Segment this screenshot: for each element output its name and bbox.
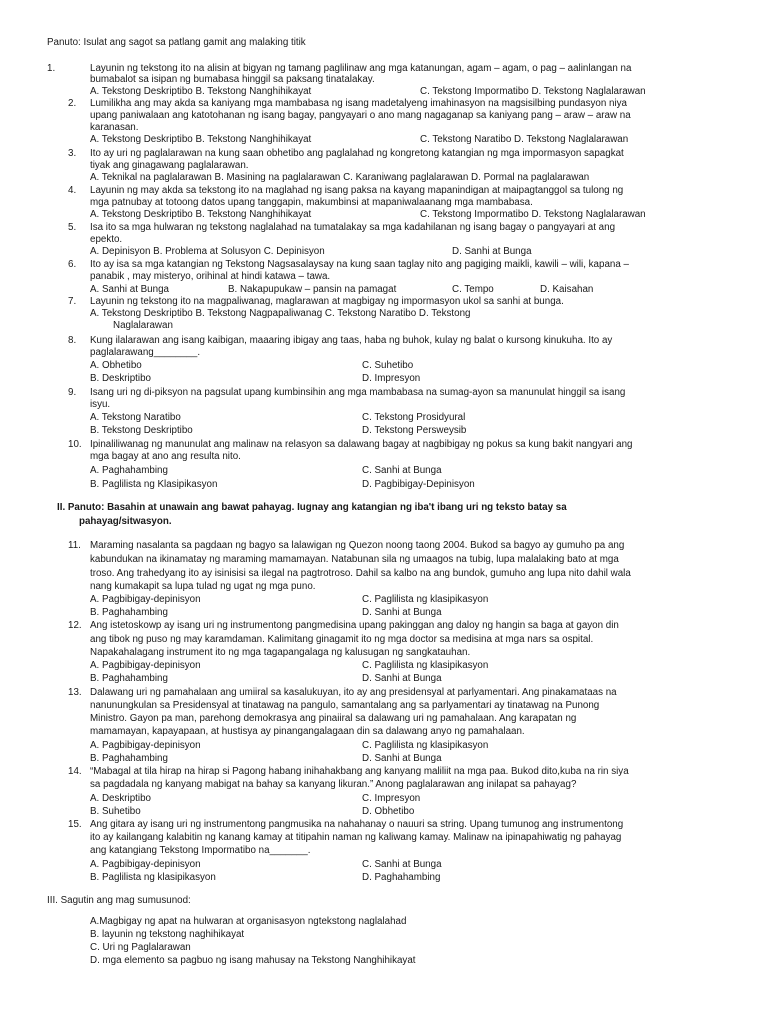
question-13-line-3: Ministro. Gayon pa man, parehong demokrasya ang pinaiiral sa dalawang uri ng pamahalaan. Ang karapatan ng (90, 713, 577, 724)
question-number-2: 2. (68, 98, 77, 109)
question-15-option-a: A. Pagbibigay-depinisyon (90, 859, 201, 870)
question-7-line-1: Layunin ng tekstong ito na magpaliwanag, maglarawan at magbigay ng impormasyon ukol sa sanhi at bunga. (90, 296, 564, 307)
question-12-option-a: A. Pagbibigay-depinisyon (90, 660, 201, 671)
question-3-line-2: tiyak ang ginagawang paglalarawan. (90, 160, 249, 171)
question-14-line-1: “Mabagal at tila hirap na hirap si Pagong habang inihahakbang ang kanyang maliliit na mga paa. Bukod dito,kuba na rin siya (90, 766, 629, 777)
question-2-options-ab: A. Tekstong Deskriptibo B. Tekstong Nanghihikayat (90, 134, 312, 145)
question-5-option-d: D. Sanhi at Bunga (452, 246, 532, 257)
question-6-option-a: A. Sanhi at Bunga (90, 284, 169, 295)
question-2-line-3: karanasan. (90, 122, 139, 133)
question-14-line-2: sa pagdadala ng kanyang mabigat na bahay sa kanyang likuran.” Anong paglalarawan ang inilapat sa pahayag? (90, 779, 577, 790)
part-3-heading: III. Sagutin ang mag sumusunod: (47, 895, 191, 906)
question-7-options-continued: Naglalarawan (113, 320, 173, 331)
part-2-heading-line-2: pahayag/sitwasyon. (79, 516, 172, 527)
question-number-4: 4. (68, 185, 77, 196)
question-2-options-cd: C. Tekstong Naratibo D. Tekstong Naglalarawan (420, 134, 629, 145)
question-11-option-c: C. Paglilista ng klasipikasyon (362, 594, 489, 605)
question-8-option-b: B. Deskriptibo (90, 373, 151, 384)
question-3-options: A. Teknikal na paglalarawan B. Masining na paglalarawan C. Karaniwang paglalarawan D. Pormal na paglalarawan (90, 172, 590, 183)
question-11-line-3: troso. Ang trahedyang ito ay isinisisi sa ilegal na pagtrotroso. Dahil sa kalbo na ang bundok, gumuho ang lupa nito dahil wala (90, 568, 631, 579)
question-5-options-abc: A. Depinisyon B. Problema at Solusyon C. Depinisyon (90, 246, 325, 257)
question-10-option-c: C. Sanhi at Bunga (362, 465, 442, 476)
question-11-line-1: Maraming nasalanta sa pagdaan ng bagyo sa lalawigan ng Quezon noong taong 2004. Bukod sa bagyo ay gumuho pa ang (90, 540, 625, 551)
part-3-item-d: D. mga elemento sa pagbuo ng isang mahusay na Tekstong Nanghihikayat (90, 955, 416, 966)
part-3-item-c: C. Uri ng Paglalarawan (90, 942, 191, 953)
question-12-line-3: Napakahalagang instrument ito ng mga tagapangalaga ng kalusugan ng sangkatauhan. (90, 647, 471, 658)
question-3-line-1: Ito ay uri ng paglalarawan na kung saan obhetibo ang paglalahad ng kongretong katangian ng mga impormasyon sapagkat (90, 148, 624, 159)
question-12-line-1: Ang istetoskowp ay isang uri ng instrumentong pangmedisina upang pakinggan ang daloy ng hangin sa baga at gayon din (90, 620, 619, 631)
question-14-option-c: C. Impresyon (362, 793, 421, 804)
question-13-line-2: nanunungkulan sa Presidensyal at tinatawag na pangulo, samantalang ang sa parlyamentari ay tinatawag na Punong (90, 700, 600, 711)
instructions-heading: Panuto: Isulat ang sagot sa patlang gamit ang malaking titik (47, 37, 306, 48)
part-3-item-a: A.Magbigay ng apat na hulwaran at organisasyon ngtekstong naglalahad (90, 916, 407, 927)
question-6-line-1: Ito ay isa sa mga katangian ng Tekstong Nagsasalaysay na kung saan taglay nito ang pagiging maikli, kawili – wili, kapana – (90, 259, 629, 270)
question-number-1: 1. (47, 63, 56, 74)
question-15-option-d: D. Paghahambing (362, 872, 441, 883)
question-9-option-d: D. Tekstong Persweysib (362, 425, 467, 436)
question-6-option-c: C. Tempo (452, 284, 494, 295)
question-10-option-a: A. Paghahambing (90, 465, 168, 476)
question-13-option-c: C. Paglilista ng klasipikasyon (362, 740, 489, 751)
question-8-option-d: D. Impresyon (362, 373, 421, 384)
question-13-option-b: B. Paghahambing (90, 753, 168, 764)
question-1-line-1: Layunin ng tekstong ito na alisin at bigyan ng tamang paglilinaw ang mga katanungan, agam – agam, o pag – aalinlangan na (90, 63, 632, 74)
question-13-option-d: D. Sanhi at Bunga (362, 753, 442, 764)
question-13-line-1: Dalawang uri ng pamahalaan ang umiiral sa kasalukuyan, ito ay ang presidensyal at parlyamentari. Ang pinakamataas na (90, 687, 617, 698)
question-1-options-ab: A. Tekstong Deskriptibo B. Tekstong Nanghihikayat (90, 86, 312, 97)
question-8-option-c: C. Suhetibo (362, 360, 414, 371)
question-5-line-1: Isa ito sa mga hulwaran ng tekstong naglalahad na tumatalakay sa mga kadahilanan ng isang bagay o pangyayari at ang (90, 222, 616, 233)
question-2-line-1: Lumilikha ang may akda sa kaniyang mga mambabasa ng isang madetalyeng imahinasyon na magsisilbing pundasyon niya (90, 98, 627, 109)
question-number-5: 5. (68, 222, 77, 233)
question-6-line-2: panabik , may misteryo, orihinal at hindi katawa – tawa. (90, 271, 331, 282)
question-number-9: 9. (68, 387, 77, 398)
question-number-13: 13. (68, 687, 82, 698)
question-9-line-1: Isang uri ng di-piksyon na pagsulat upang kumbinsihin ang mga mambabasa na sumag-ayon sa manunulat hinggil sa isang (90, 387, 626, 398)
question-15-line-3: ang katangiang Tekstong Impormatibo na_______. (90, 845, 311, 856)
question-number-15: 15. (68, 819, 82, 830)
question-4-options-cd: C. Tekstong Impormatibo D. Tekstong Naglalarawan (420, 209, 646, 220)
question-14-option-d: D. Obhetibo (362, 806, 415, 817)
question-4-line-1: Layunin ng may akda sa tekstong ito na maglahad ng isang paksa na kayang mapanindigan at maipagtanggol sa tulong ng (90, 185, 624, 196)
question-10-option-b: B. Paglilista ng Klasipikasyon (90, 479, 218, 490)
part-2-heading-line-1: II. Panuto: Basahin at unawain ang bawat pahayag. Iugnay ang katangian ng iba't ibang uri ng teksto batay sa (57, 502, 567, 513)
part-3-item-b: B. layunin ng tekstong naghihikayat (90, 929, 245, 940)
question-9-option-a: A. Tekstong Naratibo (90, 412, 181, 423)
question-14-option-a: A. Deskriptibo (90, 793, 151, 804)
question-number-8: 8. (68, 335, 77, 346)
question-10-option-d: D. Pagbibigay-Depinisyon (362, 479, 475, 490)
question-15-option-b: B. Paglilista ng klasipikasyon (90, 872, 216, 883)
question-9-line-2: isyu. (90, 399, 111, 410)
question-number-11: 11. (68, 540, 81, 551)
question-10-line-1: Ipinaliliwanag ng manunulat ang malinaw na relasyon sa dalawang bagay at nagbibigay ng pokus sa kung bakit nangyari ang (90, 439, 633, 450)
question-6-option-d: D. Kaisahan (540, 284, 594, 295)
question-15-option-c: C. Sanhi at Bunga (362, 859, 442, 870)
question-15-line-1: Ang gitara ay isang uri ng instrumentong pangmusika na nahahanay o nauuri sa string. Upang tumunog ang instrumentong (90, 819, 624, 830)
question-6-option-b: B. Nakapupukaw – pansin na pamagat (228, 284, 397, 295)
question-number-10: 10. (68, 439, 82, 450)
question-4-line-2: mga patnubay at totoong datos upang tanggapin, makumbinsi at mapaniwalaanang mga mambabasa. (90, 197, 533, 208)
question-11-option-b: B. Paghahambing (90, 607, 168, 618)
question-number-6: 6. (68, 259, 77, 270)
question-9-option-b: B. Tekstong Deskriptibo (90, 425, 193, 436)
question-11-line-4: nang kumakapit sa lupa tulad ng ugat ng mga puno. (90, 581, 316, 592)
question-13-line-4: mamamayan, kapayapaan, at hustisya ay pinangangalagaan din sa dalawang anyo ng pamahalaan. (90, 726, 525, 737)
question-12-option-d: D. Sanhi at Bunga (362, 673, 442, 684)
question-number-7: 7. (68, 296, 77, 307)
question-1-options-cd: C. Tekstong Impormatibo D. Tekstong Naglalarawan (420, 86, 646, 97)
question-11-option-a: A. Pagbibigay-depinisyon (90, 594, 201, 605)
question-number-12: 12. (68, 620, 82, 631)
question-9-option-c: C. Tekstong Prosidyural (362, 412, 466, 423)
question-10-line-2: mga bagay at ano ang resulta nito. (90, 451, 241, 462)
question-1-line-2: bumabalot sa isipan ng bumabasa hinggil sa paksang tinatalakay. (90, 74, 375, 85)
question-number-3: 3. (68, 148, 77, 159)
question-2-line-2: upang paniwalaan ang katotohanan ng isang bagay, pangyayari o ano mang nagaganap sa kaniyang pang – araw – araw na (90, 110, 631, 121)
question-12-line-2: ang tibok ng puso ng may karamdaman. Kalimitang ginagamit ito ng mga doctor sa medisina at mga nars sa ospital. (90, 634, 594, 645)
question-14-option-b: B. Suhetibo (90, 806, 141, 817)
question-7-options: A. Tekstong Deskriptibo B. Tekstong Nagpapaliwanag C. Tekstong Naratibo D. Tekstong (90, 308, 471, 319)
question-12-option-c: C. Paglilista ng klasipikasyon (362, 660, 489, 671)
question-8-line-2: paglalarawang________. (90, 347, 201, 358)
question-8-option-a: A. Obhetibo (90, 360, 142, 371)
question-11-option-d: D. Sanhi at Bunga (362, 607, 442, 618)
question-11-line-2: kabundukan na ikinamatay ng maraming mamamayan. Natabunan sila ng umaagos na tubig, lupa malalaking bato at mga (90, 554, 619, 565)
question-5-line-2: epekto. (90, 234, 123, 245)
question-13-option-a: A. Pagbibigay-depinisyon (90, 740, 201, 751)
question-15-line-2: ito ay kailangang kalabitin ng kanang kamay at titipahin naman ng kaliwang kamay. Malinaw na ipinapahiwatig ng pahayag (90, 832, 622, 843)
question-4-options-ab: A. Tekstong Deskriptibo B. Tekstong Nanghihikayat (90, 209, 312, 220)
question-8-line-1: Kung ilalarawan ang isang kaibigan, maaaring ibigay ang taas, haba ng buhok, kulay ng balat o kursong kinukuha. Ito ay (90, 335, 613, 346)
question-number-14: 14. (68, 766, 82, 777)
question-12-option-b: B. Paghahambing (90, 673, 168, 684)
